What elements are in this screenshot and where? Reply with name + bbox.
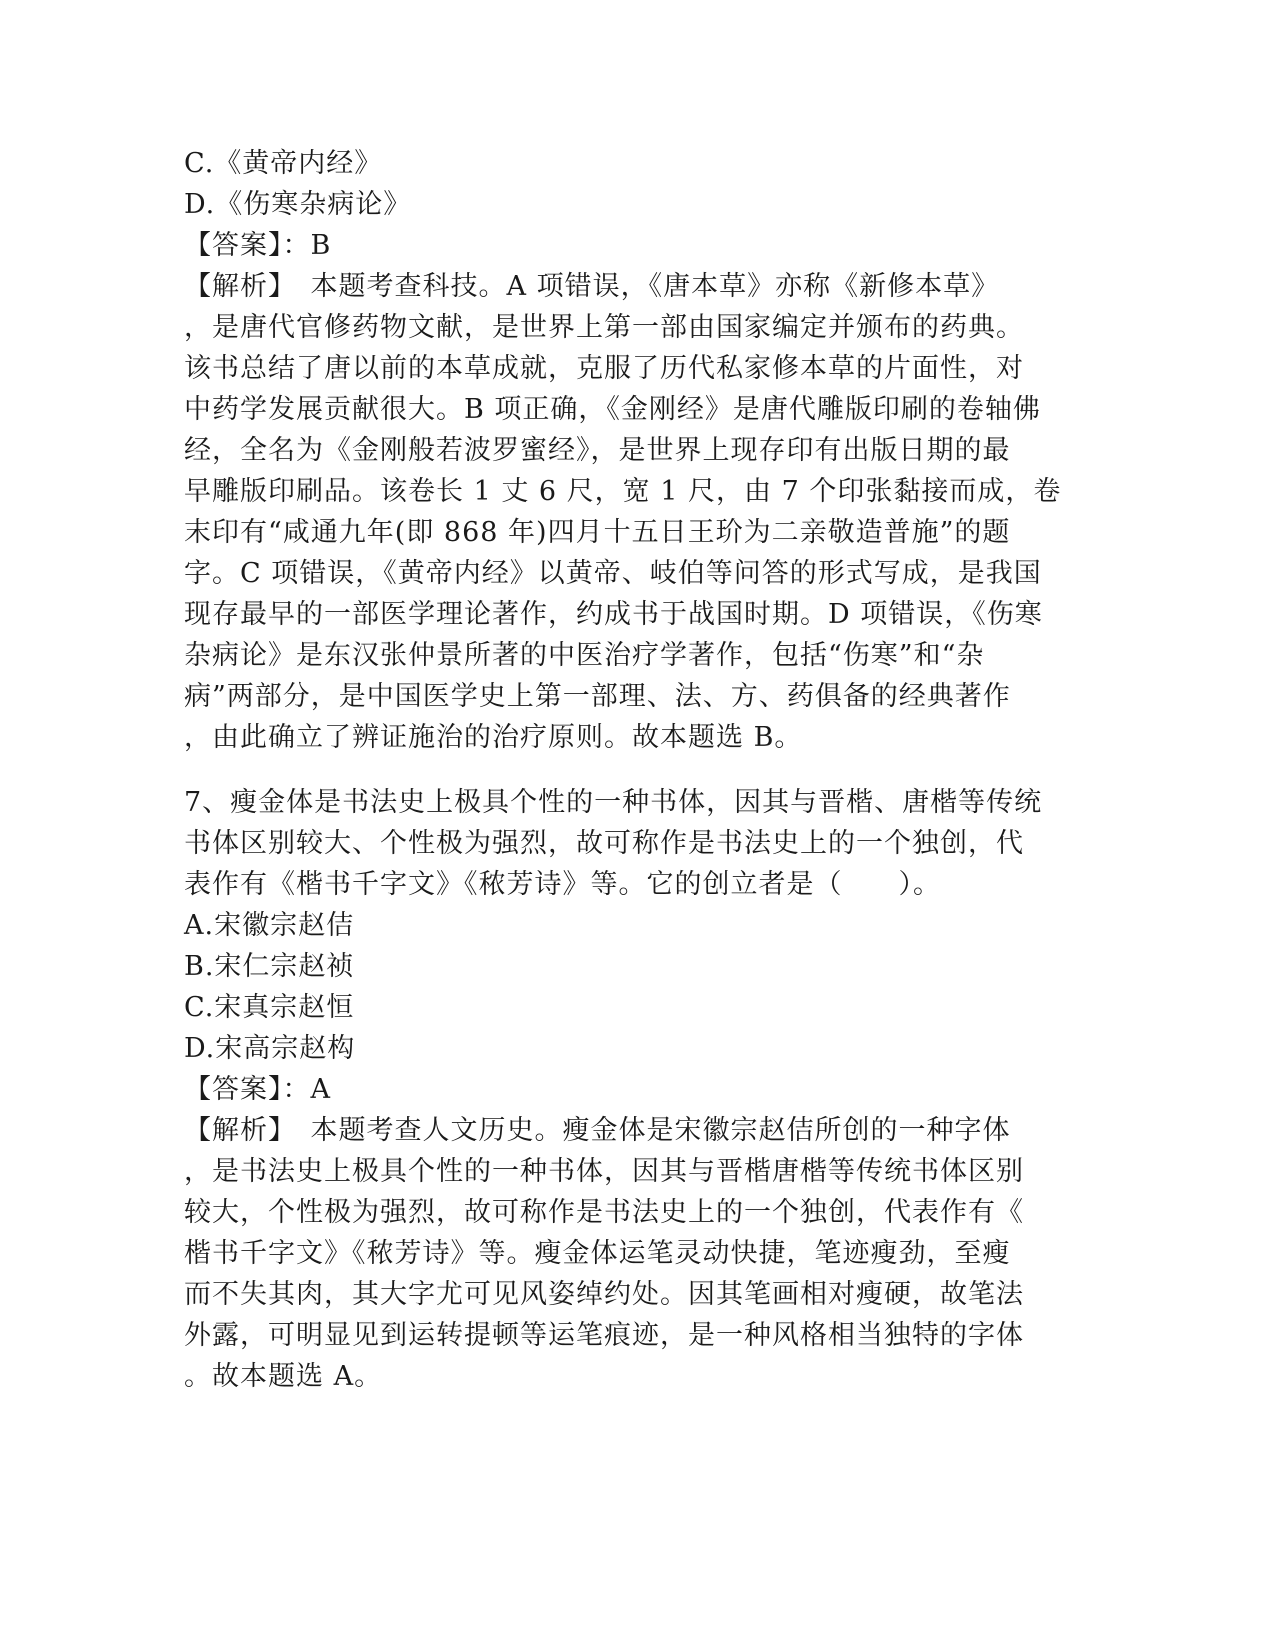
q7-answer: 【答案】：A: [184, 1074, 331, 1105]
q6-analysis-line: 现存最早的一部医学理论著作，约成书于战国时期。D 项错误，《伤寒: [184, 599, 1043, 630]
q7-analysis-line: 楷书千字文》《秾芳诗》等。瘦金体运笔灵动快捷，笔迹瘦劲，至瘦: [184, 1238, 1011, 1269]
q6-analysis-line: 该书总结了唐以前的本草成就，克服了历代私家修本草的片面性，对: [184, 353, 1024, 384]
q6-analysis-line: 【解析】 本题考查科技。A 项错误，《唐本草》亦称《新修本草》: [184, 271, 1000, 302]
q7-option-b: B.宋仁宗赵祯: [184, 951, 355, 982]
q7-analysis-line: ，是书法史上极具个性的一种书体，因其与晋楷唐楷等传统书体区别: [184, 1156, 1024, 1187]
q7-analysis-line: 外露，可明显见到运转提顿等运笔痕迹，是一种风格相当独特的字体: [184, 1320, 1024, 1351]
q6-analysis-line: 杂病论》是东汉张仲景所著的中医治疗学著作，包括“伤寒”和“杂: [184, 640, 985, 671]
q7-option-c: C.宋真宗赵恒: [184, 992, 355, 1023]
q6-analysis-line: 字。C 项错误，《黄帝内经》以黄帝、岐伯等问答的形式写成，是我国: [184, 558, 1042, 589]
q7-option-d: D.宋高宗赵构: [184, 1033, 356, 1064]
q6-analysis-line: ，由此确立了辨证施治的治疗原则。故本题选 B。: [184, 722, 803, 753]
q6-option-c: C.《黄帝内经》: [184, 148, 383, 179]
q7-analysis-line: 。故本题选 A。: [184, 1361, 383, 1392]
q6-answer: 【答案】：B: [184, 230, 332, 261]
q6-analysis-line: 中药学发展贡献很大。B 项正确，《金刚经》是唐代雕版印刷的卷轴佛: [184, 394, 1041, 425]
q6-analysis-line: 病”两部分，是中国医学史上第一部理、法、方、药俱备的经典著作: [184, 681, 1011, 712]
q7-analysis-line: 而不失其肉，其大字尤可见风姿绰约处。因其笔画相对瘦硬，故笔法: [184, 1279, 1024, 1310]
q7-option-a: A.宋徽宗赵佶: [184, 910, 355, 941]
q6-option-d: D.《伤寒杂病论》: [184, 189, 412, 220]
q7-question-line: 书体区别较大、个性极为强烈，故可称作是书法史上的一个独创，代: [184, 828, 1024, 859]
q7-analysis-line: 较大，个性极为强烈，故可称作是书法史上的一个独创，代表作有《: [184, 1197, 1024, 1228]
q7-question-line: 7、瘦金体是书法史上极具个性的一种书体，因其与晋楷、唐楷等传统: [184, 787, 1043, 818]
q6-analysis-line: 早雕版印刷品。该卷长 1 丈 6 尺，宽 1 尺，由 7 个印张黏接而成，卷: [184, 476, 1062, 507]
q7-question-line: 表作有《楷书千字文》《秾芳诗》等。它的创立者是（ ）。: [184, 869, 941, 900]
q7-analysis-line: 【解析】 本题考查人文历史。瘦金体是宋徽宗赵佶所创的一种字体: [184, 1115, 1011, 1146]
q6-analysis-line: 末印有“咸通九年(即 868 年)四月十五日王玠为二亲敬造普施”的题: [184, 517, 1011, 548]
q6-analysis-line: ，是唐代官修药物文献，是世界上第一部由国家编定并颁布的药典。: [184, 312, 1024, 343]
q6-analysis-line: 经，全名为《金刚般若波罗蜜经》，是世界上现存印有出版日期的最: [184, 435, 1011, 466]
